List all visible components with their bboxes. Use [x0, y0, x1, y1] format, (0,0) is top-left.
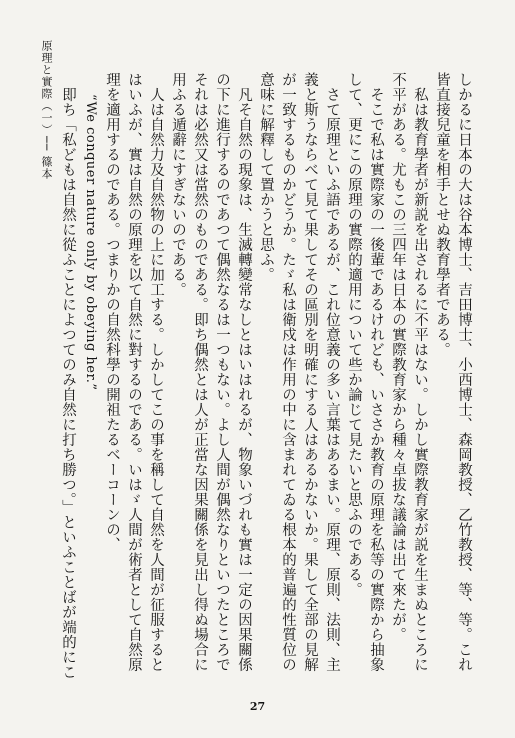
paragraph-8: 即ち「私どもは自然に從ふことによつてのみ自然に打ち勝つ。」といふことばが端的にこ — [60, 86, 76, 680]
paragraph-5: 凡そ自然の現象は、生滅轉變常なしとはいはれるが、物象いづれも實は一定の因果關係の下に進行するのであつて偶然なるは一つもない。よし人間が偶然なりといつたところでそれは必然又は當然のものである。即ち偶然とは人が正當な因果關係を見出し得ぬ場合に用ふる遁辭にすぎないのである。 — [170, 72, 252, 672]
body-text — [55, 72, 475, 684]
paragraph-6: 人は自然力及自然物の上に加工する。しかしてこの事を稱して自然を人間が征服するとはいふが、實は自然の原理を以て自然に對するのである。いはゞ人間が術者として自然原理を適用するのである。つまりかの自然科學の開祖たるベーコーンの、 — [104, 72, 164, 672]
paragraph-4: さて原理といふ語であるが、これ位意義の多い言葉はあるまい。原理、原則、法則、主義と斯うならべて見て果してその區別を明確にする人はあるかないか。果して全部の見解が一致するものかどうか。たゞ私は衛戍は作用の中に含まれてゐる根本的普遍的性質位の意味に解釋して置かうと思ふ。 — [258, 72, 340, 672]
running-header: 原理と實際（一）── 篠本 — [40, 40, 53, 180]
paragraph-3: そこで私は實際家の一後輩であるけれども、いささか教育の原理を私等の實際から抽象して、更にこの原理の實際的適用について些か論じて見たいと思ふのである。 — [346, 72, 384, 672]
page-number: 27 — [249, 700, 266, 713]
paragraph-2: 私は教育學者が新説を出されるに不平はない。しかし實際教育家が説を生まぬところに不平がある。尤もこの三四年は日本の實際教育家から種々卓拔な議論は出て來たが。 — [390, 72, 428, 672]
bacon-quote: “We conquer nature only by obeying her.” — [83, 94, 98, 391]
paragraph-1: しかるに日本の大は谷本博士、吉田博士、小西博士、森岡教授、乙竹教授、等、等。これ皆直接兒童を相手とせぬ教育學者である。 — [434, 72, 472, 672]
